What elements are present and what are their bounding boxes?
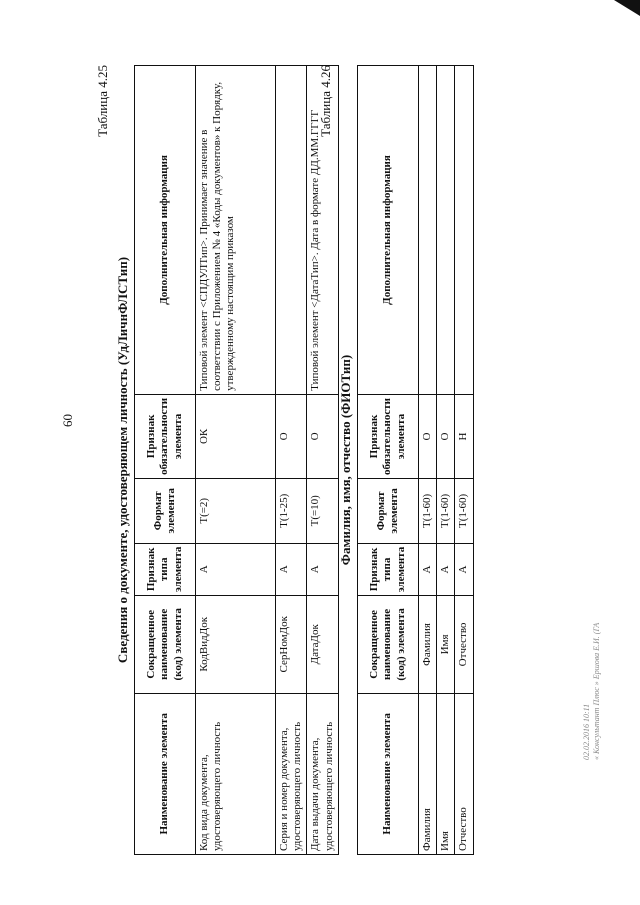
- cell-required: ОК: [196, 394, 276, 478]
- table-label: Таблица 4.26: [318, 65, 333, 137]
- cell-code: СерНомДок: [276, 596, 307, 694]
- cell-required: О: [419, 395, 437, 479]
- cell-code: ДатаДок: [307, 596, 338, 694]
- stamp-line-1: 02.02.2016 10:11: [582, 703, 591, 760]
- cell-required: О: [437, 395, 455, 479]
- table-4-25-block: [95, 65, 339, 855]
- header-info: Дополнительная информация: [135, 66, 196, 395]
- table-caption: Сведения о документе, удостоверяющем личность (УдЛичнФЛСТип): [115, 256, 130, 664]
- table-label: Таблица 4.25: [95, 65, 110, 137]
- cell-name: Дата выдачи документа, удостоверяющего личность: [307, 693, 338, 854]
- cell-code: КодВидДок: [196, 596, 276, 694]
- table-caption: Фамилия, имя, отчество (ФИОТип): [338, 354, 353, 566]
- cell-format: Т(=10): [307, 478, 338, 543]
- cell-type: А: [419, 543, 437, 595]
- cell-required: О: [276, 394, 307, 478]
- cell-type: А: [455, 543, 473, 595]
- table-row: [276, 66, 307, 855]
- cell-info: [437, 66, 455, 395]
- cell-code: Отчество: [455, 596, 473, 694]
- cell-format: Т(1-60): [437, 479, 455, 544]
- cell-format: Т(1-60): [455, 479, 473, 544]
- cell-type: А: [437, 543, 455, 595]
- table-row: [455, 66, 473, 855]
- header-required: Признак обязательности элемента: [358, 395, 419, 479]
- table-row: [437, 66, 455, 855]
- cell-required: Н: [455, 395, 473, 479]
- cell-name: Отчество: [455, 693, 473, 854]
- header-info: Дополнительная информация: [358, 66, 419, 395]
- table-4-26-block: [318, 65, 474, 855]
- cell-format: Т(1-60): [419, 479, 437, 544]
- print-stamp: [582, 623, 602, 760]
- header-format: Формат элемента: [358, 479, 419, 544]
- cell-info: [276, 66, 307, 395]
- stamp-line-2: « Консультант Плюс » Ершова Е.И. (ГА: [592, 622, 601, 760]
- header-row: [358, 66, 419, 855]
- cell-type: А: [307, 543, 338, 595]
- table-4-25: [134, 65, 339, 855]
- cell-required: О: [307, 394, 338, 478]
- header-format: Формат элемента: [135, 478, 196, 543]
- cell-code: Фамилия: [419, 596, 437, 694]
- table-row: [419, 66, 437, 855]
- cell-name: Код вида документа, удостоверяющего личность: [196, 693, 276, 854]
- header-type: Признак типа элемента: [358, 543, 419, 595]
- table-row: [196, 66, 276, 855]
- cell-type: А: [196, 543, 276, 595]
- cell-name: Фамилия: [419, 693, 437, 854]
- cell-info: [455, 66, 473, 395]
- page-number: 60: [60, 414, 75, 427]
- corner-mark: [614, 0, 640, 16]
- cell-name: Имя: [437, 693, 455, 854]
- header-required: Признак обязательности элемента: [135, 394, 196, 478]
- cell-type: А: [276, 543, 307, 595]
- cell-code: Имя: [437, 596, 455, 694]
- cell-format: Т(1-25): [276, 478, 307, 543]
- table-4-26: [357, 65, 474, 855]
- header-type: Признак типа элемента: [135, 543, 196, 595]
- cell-name: Серия и номер документа, удостоверяющего личность: [276, 693, 307, 854]
- header-name: Наименование элемента: [135, 693, 196, 854]
- header-name: Наименование элемента: [358, 693, 419, 854]
- header-code: Сокращенное наименование (код) элемента: [358, 596, 419, 694]
- header-code: Сокращенное наименование (код) элемента: [135, 596, 196, 694]
- cell-info: Типовой элемент <СПДУЛТип>. Принимает значение в соответствии с Приложением № 4 «Коды документов» к Порядку, утвержденному настоящим приказом: [196, 66, 276, 395]
- cell-info: [419, 66, 437, 395]
- header-row: [135, 66, 196, 855]
- cell-format: Т(=2): [196, 478, 276, 543]
- cell-info: Типовой элемент <ДатаТип>. Дата в формате ДД.ММ.ГГГГ: [307, 66, 338, 395]
